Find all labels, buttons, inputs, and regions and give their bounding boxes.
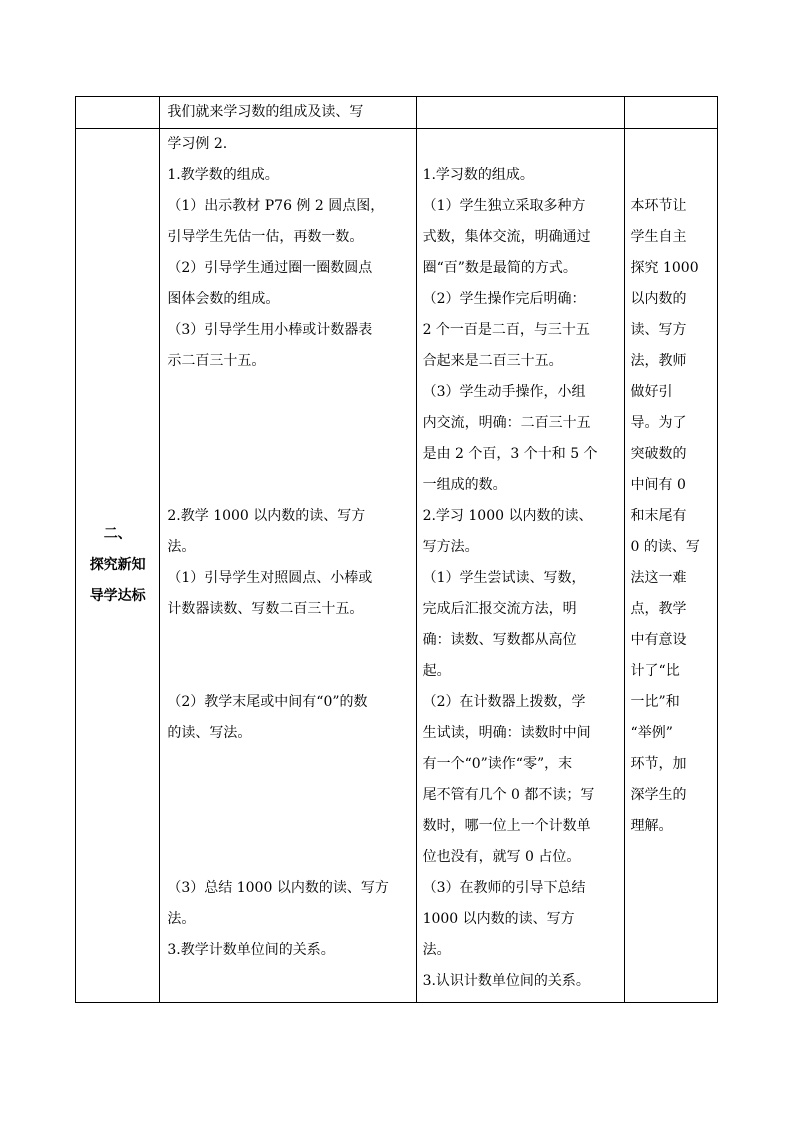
intent-line: 法这一难 — [630, 570, 687, 586]
teacher-line: 示二百三十五。 — [167, 353, 266, 369]
student-line: 3.认识计数单位间的关系。 — [422, 973, 590, 989]
teacher-line: 学习例 2. — [167, 136, 228, 152]
intent-line: 导。为了 — [630, 415, 687, 431]
intent-line: “举例” — [630, 725, 673, 741]
design-intent-cell — [624, 129, 717, 1003]
stage-title-line: 导学达标 — [89, 588, 146, 604]
teacher-line: 我们就来学习数的组成及读、写 — [167, 104, 364, 120]
table-row-explore — [76, 129, 718, 1003]
teacher-line: 法。 — [167, 911, 196, 927]
teacher-activity-cell — [160, 97, 416, 129]
student-line: （1）学生尝试读、写数， — [422, 570, 586, 586]
teacher-line: （1）引导学生对照圆点、小棒或 — [167, 570, 373, 586]
student-line: 生试读，明确：读数时中间 — [422, 725, 591, 741]
student-activity-cell — [416, 129, 624, 1003]
student-line: 合起来是二百三十五。 — [422, 353, 563, 369]
teacher-line: （2）教学末尾或中间有“0”的数 — [167, 694, 368, 710]
student-line: （3）学生动手操作，小组 — [422, 384, 586, 400]
student-line: 起。 — [422, 663, 451, 679]
intent-line: 中有意设 — [630, 632, 687, 648]
student-line: 确：读数、写数都从高位 — [422, 632, 577, 648]
stage-title-cell — [76, 129, 160, 1003]
student-line: （2）在计数器上拨数，学 — [422, 694, 586, 710]
student-line: 完成后汇报交流方法，明 — [422, 601, 577, 617]
intent-line: 环节，加 — [630, 756, 687, 772]
student-activity-cell-empty — [416, 97, 624, 129]
student-line: （1）学生独立采取多种方 — [422, 198, 586, 214]
intent-line: 理解。 — [630, 818, 673, 834]
student-line: 1.学习数的组成。 — [422, 167, 534, 183]
design-intent-cell-empty — [624, 97, 717, 129]
intent-line: 读、写方 — [630, 322, 687, 338]
teacher-line: 3.教学计数单位间的关系。 — [167, 942, 335, 958]
intent-line: 深学生的 — [630, 787, 687, 803]
teacher-activity-cell — [160, 129, 416, 1003]
student-line: 2.学习 1000 以内数的读、 — [422, 508, 593, 524]
stage-cell-empty — [76, 97, 160, 129]
teacher-line: 法。 — [167, 539, 196, 555]
table-row-continued — [76, 97, 718, 129]
student-line: 是由 2 个百，3 个十和 5 个 — [422, 446, 598, 462]
teacher-line: 2.教学 1000 以内数的读、写方 — [167, 508, 366, 524]
intent-line: 法，教师 — [630, 353, 687, 369]
intent-line: 0 的读、写 — [630, 539, 700, 555]
student-line: 法。 — [422, 942, 451, 958]
student-line: 内交流，明确：二百三十五 — [422, 415, 591, 431]
intent-line: 计了“比 — [630, 663, 680, 679]
stage-title-line: 探究新知 — [89, 557, 146, 573]
intent-line: 和末尾有 — [630, 508, 687, 524]
teacher-line: 图体会数的组成。 — [167, 291, 280, 307]
teacher-line: 的读、写法。 — [167, 725, 252, 741]
lesson-plan-table — [75, 96, 718, 1003]
student-line: （2）学生操作完后明确： — [422, 291, 586, 307]
intent-line: 探究 1000 — [630, 260, 699, 276]
intent-line: 本环节让 — [630, 198, 687, 214]
student-line: 写方法。 — [422, 539, 479, 555]
intent-line: 中间有 0 — [630, 477, 686, 493]
student-line: 圈“百”数是最简的方式。 — [422, 260, 577, 276]
intent-line: 突破数的 — [630, 446, 687, 462]
teacher-line: （1）出示教材 P76 例 2 圆点图， — [167, 198, 385, 214]
teacher-line: 1.教学数的组成。 — [167, 167, 279, 183]
intent-line: 做好引 — [630, 384, 673, 400]
student-line: 1000 以内数的读、写方 — [422, 911, 575, 927]
student-line: 位也没有，就写 0 占位。 — [422, 849, 581, 865]
teacher-line: （3）总结 1000 以内数的读、写方 — [167, 880, 389, 896]
student-line: （3）在教师的引导下总结 — [422, 880, 586, 896]
teacher-line: （3）引导学生用小棒或计数器表 — [167, 322, 373, 338]
student-line: 尾不管有几个 0 都不读；写 — [422, 787, 595, 803]
intent-line: 以内数的 — [630, 291, 687, 307]
intent-line: 一比”和 — [630, 694, 680, 710]
student-line: 数时，哪一位上一个计数单 — [422, 818, 591, 834]
teacher-line: 计数器读数、写数二百三十五。 — [167, 601, 364, 617]
intent-line: 学生自主 — [630, 229, 687, 245]
intent-line: 点，教学 — [630, 601, 687, 617]
student-line: 有一个“0”读作“零”，末 — [422, 756, 573, 772]
teacher-line: 引导学生先估一估，再数一数。 — [167, 229, 364, 245]
stage-title-line: 二、 — [103, 526, 132, 542]
student-line: 2 个一百是二百，与三十五 — [422, 322, 590, 338]
student-line: 一组成的数。 — [422, 477, 507, 493]
teacher-line: （2）引导学生通过圈一圈数圆点 — [167, 260, 373, 276]
student-line: 式数，集体交流，明确通过 — [422, 229, 591, 245]
